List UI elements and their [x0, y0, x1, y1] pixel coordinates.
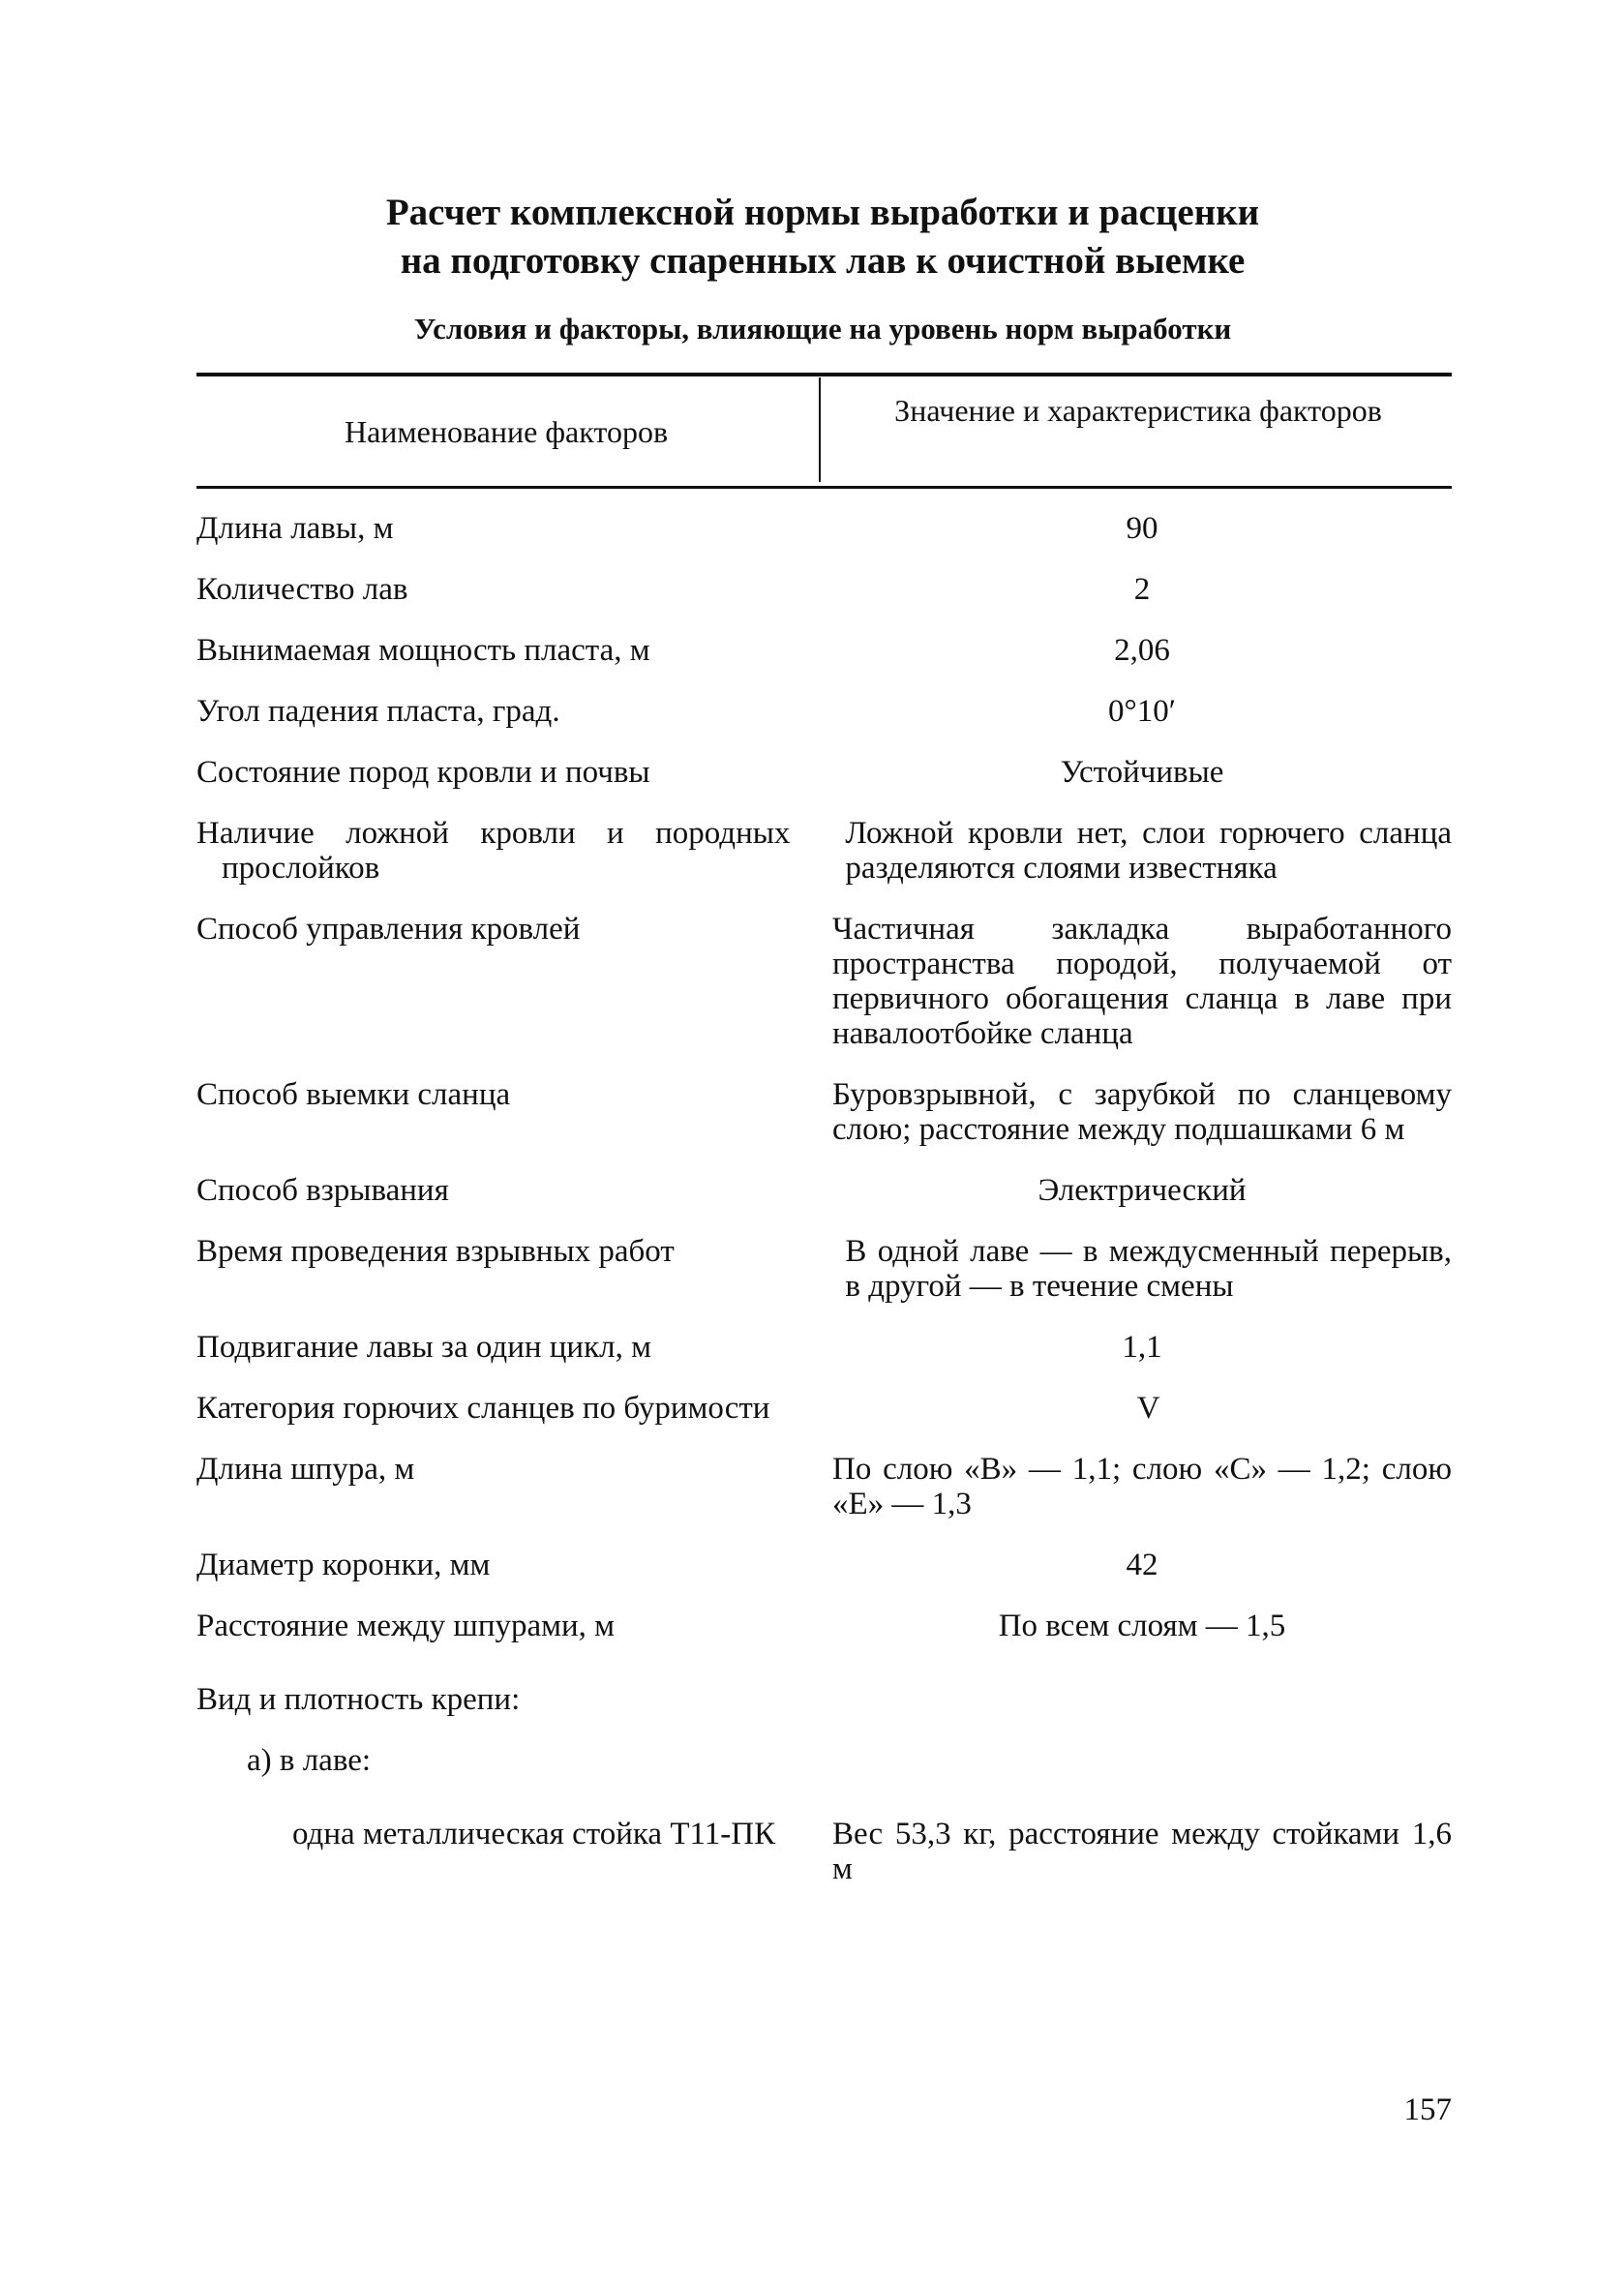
factor-name: Угол падения пласта, град. [196, 694, 560, 729]
factor-value: 2 [1133, 572, 1151, 607]
header-column-divider [819, 377, 821, 482]
title-line-2: на подготовку спаренных лав к очистной выемке [400, 240, 1246, 282]
table-row [196, 511, 1452, 546]
table-row [196, 633, 1452, 668]
table-row [196, 1077, 1452, 1147]
support-subheading: а) в лаве: [247, 1743, 372, 1778]
factor-name: Вынимаемая мощность пласта, м [196, 633, 650, 668]
table-row [196, 755, 1452, 790]
factor-value: Буровзрывной, с зарубкой по сланцевому слою; расстояние между подшашками 6 м [832, 1077, 1452, 1147]
table-row [196, 1548, 1452, 1582]
header-values: Значение и характеристика факторов [894, 393, 1382, 428]
header-factors: Наименование факторов [344, 414, 669, 449]
factor-name: Состояние пород кровли и почвы [196, 755, 650, 790]
factor-value: По всем слоям — 1,5 [998, 1609, 1286, 1643]
factor-value: 42 [1126, 1548, 1158, 1582]
factor-value: В одной лаве — в междусменный перерыв, в другой — в течение смены [845, 1234, 1452, 1304]
support-heading: Вид и плотность крепи: [196, 1682, 521, 1717]
table-row [196, 1330, 1452, 1365]
table-row [196, 572, 1452, 607]
factor-value: 1,1 [1122, 1330, 1162, 1365]
title-line-1: Расчет комплексной нормы выработки и расценки [385, 192, 1260, 233]
table-header-rule [196, 486, 1452, 489]
factors-table [196, 511, 1452, 1912]
factor-name: Диаметр коронки, мм [196, 1548, 491, 1582]
table-row [196, 1391, 1452, 1426]
factor-value: Вес 53,3 кг, расстояние между стойками 1,6 м [832, 1817, 1452, 1886]
table-row [196, 1234, 1452, 1304]
factor-name: Подвигание лавы за один цикл, м [196, 1330, 651, 1365]
factor-value: Частичная закладка выработанного пространства породой, получаемой от первичного обогащения сланца в лаве при навалоотбойке сланца [832, 912, 1452, 1051]
factor-value: 0°10′ [1108, 694, 1176, 729]
table-row [196, 816, 1452, 886]
factor-value: Ложной кровли нет, слои горючего сланца разделяются слоями известняка [845, 816, 1452, 886]
factor-name: Расстояние между шпурами, м [196, 1609, 616, 1643]
table-row [196, 1817, 1452, 1886]
table-top-rule [196, 373, 1452, 376]
table-row [196, 694, 1452, 729]
table-subtitle: Условия и факторы, влияющие на уровень норм выработки [413, 312, 1232, 346]
factor-value: V [1136, 1391, 1160, 1426]
factor-name: Категория горючих сланцев по буримости [196, 1391, 770, 1426]
table-row [196, 1609, 1452, 1643]
factor-name: Время проведения взрывных работ [196, 1234, 675, 1269]
factor-name: Длина шпура, м [196, 1452, 415, 1487]
factor-value: По слою «В» — 1,1; слою «С» — 1,2; слою «Е» — 1,3 [832, 1452, 1452, 1521]
factor-name: Способ взрывания [196, 1173, 449, 1208]
factor-value: 2,06 [1114, 633, 1170, 668]
factor-value: Устойчивые [1060, 755, 1224, 790]
table-row [196, 912, 1452, 1051]
table-row [196, 1452, 1452, 1521]
factor-name: Наличие ложной кровли и породных прослойков [196, 816, 791, 886]
page-number: 157 [1403, 2092, 1452, 2127]
factor-value: Электрический [1038, 1173, 1247, 1208]
factor-name: Длина лавы, м [196, 511, 394, 546]
factor-name: одна металлическая стойка Т11-ПК [292, 1817, 776, 1851]
factor-name: Способ управления кровлей [196, 912, 581, 947]
factor-name: Количество лав [196, 572, 408, 607]
page-title [194, 189, 1452, 286]
factor-name: Способ выемки сланца [196, 1077, 511, 1112]
factor-value: 90 [1126, 511, 1158, 546]
table-row [196, 1173, 1452, 1208]
